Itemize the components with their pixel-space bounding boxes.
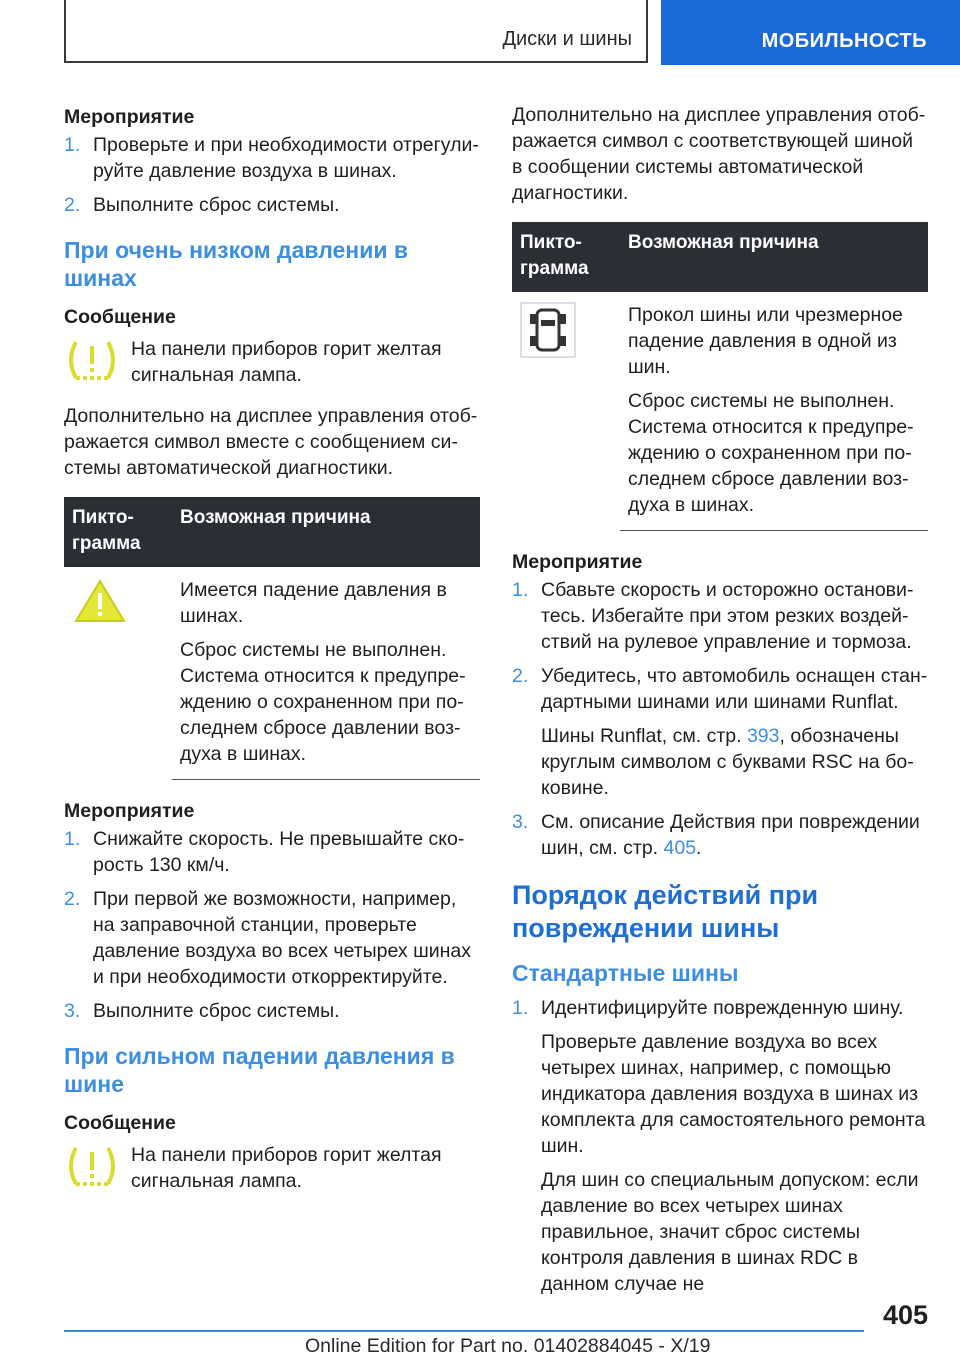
measures-list-right bbox=[512, 577, 928, 861]
car-tire-position-icon bbox=[520, 302, 576, 358]
header-chapter-title: МОБИЛЬНОСТЬ bbox=[761, 30, 927, 52]
message-row bbox=[64, 1142, 480, 1195]
measure-heading: Мероприятие bbox=[64, 800, 195, 822]
tire-pressure-warning-icon bbox=[64, 336, 131, 389]
cause-text: Сброс системы не выполнен. Система относится к предупреждению о сохраненном при последнем сбросе давлении воздуха в шинах. bbox=[180, 639, 466, 765]
list-item-note: Для шин со специальным допуском: если давление во всех четырех шинах правильное, значит сброс системы контроля давления в шинах RDC в данном случае не bbox=[541, 1169, 919, 1295]
measure-heading: Мероприятие bbox=[64, 106, 195, 128]
section-title-very-low-pressure: При очень низком давлении в шинах bbox=[64, 237, 409, 291]
list-item: 1. Снижайте скорость. Не превышайте скорость 130 км/ч. bbox=[64, 828, 465, 876]
header-section-box bbox=[64, 0, 648, 63]
cause-text: Имеется падение давления в шинах. bbox=[180, 579, 447, 627]
table-header-pictogram: Пиктограмма bbox=[64, 497, 172, 567]
footer-divider bbox=[64, 1330, 864, 1332]
message-text: На панели приборов горит желтая сигнальная лампа. bbox=[131, 1144, 442, 1192]
cause-table bbox=[512, 222, 928, 531]
cause-text: Сброс системы не выполнен. Система относится к предупреждению о сохраненном при последнем сбросе давлении воздуха в шинах. bbox=[628, 390, 914, 516]
measures-list-mid bbox=[64, 826, 480, 1024]
list-item: 1. Идентифицируйте поврежденную шину. Проверьте давление воздуха во всех четырех шинах, например, с помощью индикатора давления воздуха в шинах из комплекта для самостоятельного ремонта шин. Для шин со специальным допуском: если давление во всех четырех шинах правильное, значит сброс системы контроля давления в шинах RDC в данном случае не bbox=[512, 995, 928, 1297]
list-item-note: Шины Runflat, см. стр. 393, обозначены круглым символом с буквами RSC на боковине. bbox=[541, 725, 914, 799]
message-heading: Сообщение bbox=[64, 306, 176, 328]
table-header-cause: Возможная причина bbox=[172, 497, 480, 567]
header-chapter-box bbox=[661, 0, 960, 65]
list-item: 3. См. описание Действия при повреждении шин, см. стр. 405. bbox=[512, 811, 920, 859]
section-title-tire-damage: Порядок действий при повреждении шины bbox=[512, 880, 819, 943]
page-link-405[interactable]: 405 bbox=[663, 837, 697, 859]
table-picto-cell bbox=[512, 292, 620, 531]
message-heading: Сообщение bbox=[64, 1112, 176, 1134]
subsection-title-standard-tires: Стандартные шины bbox=[512, 960, 739, 986]
tire-pressure-warning-icon bbox=[64, 1142, 131, 1195]
table-header-cause: Возможная причина bbox=[620, 222, 928, 292]
table-cause-cell bbox=[620, 292, 928, 531]
table-cause-cell bbox=[172, 567, 480, 780]
warning-triangle-icon bbox=[72, 577, 128, 625]
list-item: 2. Выполните сброс системы. bbox=[64, 194, 340, 216]
list-item: 1. Сбавьте скорость и осторожно остановитесь. Избегайте при этом резких воздействий на рулевое управление и тормоза. bbox=[512, 579, 914, 653]
list-item: 3. Выполните сброс системы. bbox=[64, 1000, 340, 1022]
left-column bbox=[64, 96, 480, 1209]
list-item: 2. При первой же возможности, например, на заправочной станции, проверьте давление воздуха во всех четырех шинах и при необходимости откорректируйте. bbox=[64, 888, 471, 988]
section-title-strong-drop: При сильном падении давления в шине bbox=[64, 1043, 455, 1097]
right-column bbox=[512, 96, 928, 1305]
footer-edition: Online Edition for Part no. 01402884045 - X/19 bbox=[305, 1335, 711, 1357]
measure-heading: Мероприятие bbox=[512, 551, 643, 573]
steps-list bbox=[512, 995, 928, 1297]
measures-list-top bbox=[64, 132, 480, 218]
display-text: Дополнительно на дисплее управления отображается символ вместе с сообщением системы автоматической диагностики. bbox=[64, 405, 478, 479]
display-text: Дополнительно на дисплее управления отображается символ с соответствующей шиной в сообщении системы автоматической диагностики. bbox=[512, 104, 926, 204]
table-header-pictogram: Пиктограмма bbox=[512, 222, 620, 292]
table-picto-cell bbox=[64, 567, 172, 780]
list-item-note: Проверьте давление воздуха во всех четырех шинах, например, с помощью индикатора давления воздуха в шинах из комплекта для самостоятельного ремонта шин. bbox=[541, 1031, 926, 1157]
cause-text: Прокол шины или чрезмерное падение давления в одной из шин. bbox=[628, 304, 903, 378]
page-link-393[interactable]: 393 bbox=[746, 725, 780, 747]
message-text: На панели приборов горит желтая сигнальная лампа. bbox=[131, 338, 442, 386]
cause-table bbox=[64, 497, 480, 780]
list-item: 2. Убедитесь, что автомобиль оснащен стандартными шинами или шинами Runflat. Шины Runflat, см. стр. 393, обозначены круглым символом с буквами RSC на боковине. bbox=[512, 665, 928, 799]
list-item: 1. Проверьте и при необходимости отрегулируйте давление воздуха в шинах. bbox=[64, 134, 479, 182]
page-number: 405 bbox=[882, 1300, 928, 1330]
header-section-title: Диски и шины bbox=[502, 28, 632, 50]
message-row bbox=[64, 336, 480, 389]
